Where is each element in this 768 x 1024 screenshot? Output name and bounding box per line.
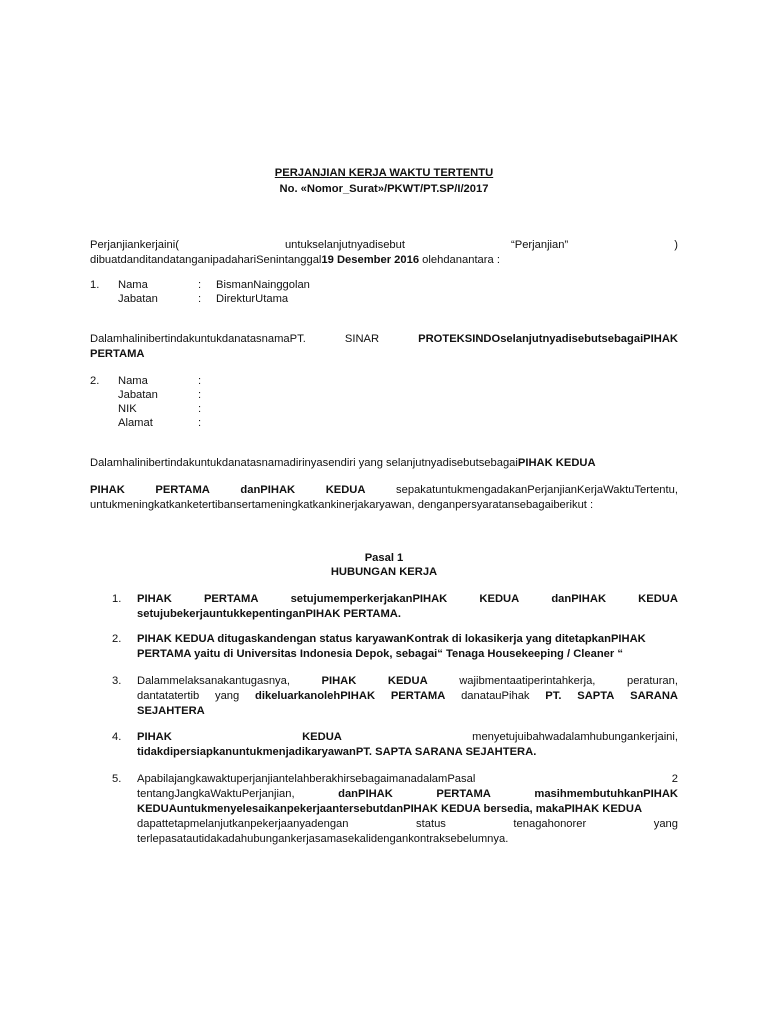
document-number: No. «Nomor_Surat»/PKWT/PT.SP/I/2017 [279,183,489,195]
party1-statement: DalamhalinibertindakuntukdanatasnamaPT. SINAR PROTEKSINDOselanjutnyadisebutsebagaiPIHAK PERTAMA [90,333,678,360]
agreement-paragraph: PIHAK PERTAMA danPIHAK KEDUA sepakatuntukmengadakanPerjanjianKerjaWaktuTertentu, untukmeningkatkanketertibansertameningkatkankinerjakaryawan, denganpersyaratansebagaiberikut : [90,484,678,511]
article-number: Pasal 1 [364,552,404,564]
article-heading: HUBUNGAN KERJA [330,566,438,578]
document-title: PERJANJIAN KERJA WAKTU TERTENTU [274,167,494,179]
intro-line-2: dibuatdanditandatanganipadahariSenintanggal19 Desember 2016 olehdanantara : [90,254,500,266]
intro-line-1: Perjanjiankerjaini( untukselanjutnyadisebut “Perjanjian” ) [90,239,678,251]
intro-paragraph [90,238,678,268]
party2-statement: Dalamhalinibertindakuntukdanatasnamadirinyasendiri yang selanjutnyadisebutsebagaiPIHAK KEDUA [90,457,596,469]
document-page: PERJANJIAN KERJA WAKTU TERTENTU No. «Nomor_Surat»/PKWT/PT.SP/I/2017 Perjanjiankerjaini( untukselanjutnyadisebut “Perjanjian” ) dibuatdanditandatanganipadahariSenintanggal19 Desember 2016 olehdanantara : 1. Nama : BismanNainggolan Jabatan : DirekturUtama DalamhalinibertindakuntukdanatasnamaPT. SINAR PROTEKSINDOselanjutnyadisebutsebagaiPIHAK PERTAMA 2. Nama : Jabatan : NIK : Alamat : Dalamhalinibertindakuntukdanatasnamadirinyasendiri yang selanjutnyadisebutsebagaiPIHAK KEDUA PIHAK PERTAMA danPIHAK KEDUA sepakatuntukmengadakanPerjanjianKerjaWaktuTertentu, untukmeningkatkanketertibansertameningkatkankinerjakaryawan, denganpersyaratansebagaiberikut : Pasal 1 HUBUNGAN KERJA 1. PIHAK PERTAMA setujumemperkerjakanPIHAK KEDUA danPIHAK KEDUA setujubekerjauntukkepentinganPIHAK PERTAMA. 2. PIHAK KEDUA ditugaskandengan status karyawanKontrak di lokasikerja yang ditetapkanPIHAK PERTAMA yaitu di Universitas Indonesia Depok, sebagai“ Tenaga Housekeeping / Cleaner “ 3. Dalammelaksanakantugasnya, PIHAK KEDUA wajibmentaatiperintahkerja, peraturan, dantatatertib yang dikeluarkanolehPIHAK PERTAMA danatauPihak PT. SAPTA SARANA SEJAHTERA 4. PIHAK KEDUA menyetujuibahwadalamhubungankerjaini, tidakdipersiapkanuntukmenjadikaryawanPT. SAPTA SARANA SEJAHTERA. 5. ApabilajangkawaktuperjanjiantelahberakhirsebagaimanadalamPasal 2 tentangJangkaWaktuPerjanjian, danPIHAK PERTAMA masihmembutuhkanPIHAK KEDUAuntukmenyelesaikanpekerjaantersebutdanPIHAK KEDUA bersedia, makaPIHAK KEDUA dapattetapmelanjutkanpekerjaanyadengan status tenagahonorer yang terlepasatautidakadahubungankerjasamasekalidengankontraksebelumnya. [0,0,768,1024]
